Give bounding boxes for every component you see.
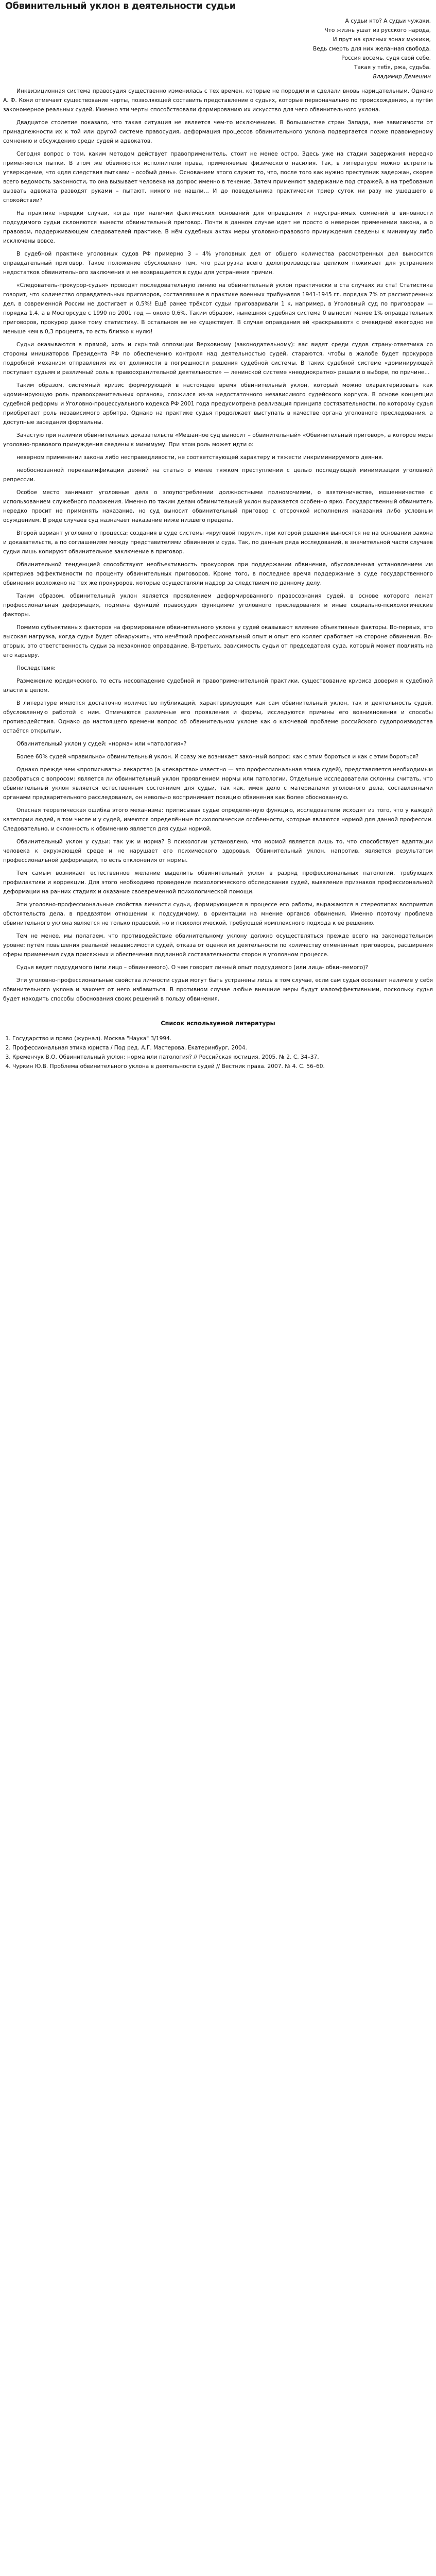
paragraph: Тем самым возникает естественное желание выделить обвинительный уклон в разряд профессиональных патологий, требующих профилактики и коррекции. Для этого необходимо проведение психологического обследования судей, выявление признаков профессиональной деформации на ранних стадиях и оказание своевременной психологической помощи.: [3, 870, 433, 895]
references-title: Список используемой литературы: [161, 1020, 275, 1027]
paragraph: Обвинительной тенденцией способствуют необъективность прокуроров при поддержании обвинения, обусловленная установлением им критериев эффективности по проценту обвинительных приговоров. Кроме того, в последнее время поддержание в суде государственного обвинения возложено на тех же прокуроров, которые осуществляли надзор за следствием по данному делу.: [3, 562, 433, 586]
paragraph: Более 60% судей «правильно» обвинительный уклон. И сразу же возникает законный вопрос: как с этим бороться и как с этим бороться?: [16, 754, 419, 760]
article-body: [3, 87, 433, 1004]
reference-item: 3. Кременчук В.О. Обвинительный уклон: норма или патология? // Российская юстиция. 2005. № 2. С. 34–37.: [12, 1053, 433, 1062]
paragraph: Тем не менее, мы полагаем, что противодействие обвинительному уклону должно осуществляться прежде всего на законодательном уровне: путём повышения реальной независимости судей, отказа от оценки их деятельности по количеству отменённых приговоров, расширения сферы применения суда присяжных и обеспечения подлинной состязательности сторон в уголовном процессе.: [3, 933, 433, 958]
paragraph: неверном применении закона либо несправедливости, не соответствующей характеру и тяжести инкриминируемого деяния.: [16, 454, 383, 461]
paragraph: Обвинительный уклон у судьи: так уж и норма? В психологии установлено, что нормой является лишь то, что способствует адаптации человека к окружающей среде и не нарушает его психического здоровья. Обвинительный уклон, напротив, является результатом профессиональной деформации, то есть отклонения от нормы.: [3, 839, 433, 863]
epigraph-line: А судьи кто? А судьи чужаки,: [345, 18, 431, 24]
paragraph: Обвинительный уклон у судей: «норма» или «патология»?: [16, 741, 187, 747]
paragraph: Помимо субъективных факторов на формирование обвинительного уклона у судей оказывают влияние объективные факторы. Во-первых, это высокая нагрузка, когда судья будет обнаружить, что нечёткий профессиональный опыт и опыт его коллег сработает на стороне обвинения. Во-вторых, это ответственность судьи за незаконное оправдание. В-третьих, зависимость судьи от председателя суда, который может повлиять на его карьеру.: [3, 624, 433, 658]
paragraph: Эти уголовно-профессиональные свойства личности судьи могут быть устранены лишь в том случае, если сам судья осознает наличие у себя обвинительного уклона и захочет от него избавиться. В противном случае любые внешние меры будут малоэффективными, поскольку судья будет находить способы обоснования своих решений в пользу обвинения.: [3, 977, 433, 1002]
paragraph: Таким образом, обвинительный уклон является проявлением деформированного правосознания судей, в основе которого лежат профессиональная деформация, подмена функций правосудия функциями уголовного преследования и иные социально-психологические факторы.: [3, 593, 433, 618]
references-list: [3, 1034, 433, 1071]
reference-item: 4. Чуркин Ю.В. Проблема обвинительного уклона в деятельности судей // Вестник права. 2007. № 4. С. 56–60.: [12, 1062, 433, 1071]
paragraph: необоснованной переквалификации деяний на статью о менее тяжком преступлении с целью последующей минимизации уголовной репрессии.: [3, 467, 433, 483]
paragraph: На практике нередки случаи, когда при наличии фактических оснований для оправдания и неустранимых сомнений в виновности подсудимого судьи склоняются вынести обвинительный приговор. Почти в данном случае идет не просто о неверном применении закона, а о правовом, поддерживающем следователей практике. В нём судебных актах меры уголовно-правового принуждения сведены к минимуму либо исключены вовсе.: [3, 210, 433, 244]
paragraph: Судьи оказываются в прямой, хоть и скрытой оппозиции Верховному (законодательному): вас видят среди судов страну-ответчика со стороны инициаторов Президента РФ по обеспечению контроля над деятельностью судей, стараются, чтобы в жалобе будет прокурора подробной механизм отправления их от должности в погрешности решения судебной системы. В таких судебной системе «доминирующей поступает судьям и различный роль в правоохранительной деятельности» — ленинской системе «неоднократно» решали о выборе, по причине...: [3, 342, 433, 376]
document-page: [0, 1, 436, 1071]
paragraph: Инквизиционная система правосудия существенно изменилась с тех времен, которые не породили и сделали вновь нарицательным. Однако А. Ф. Кони отмечает существование черты, позволяющей составить представление о судьях, которые первоначально по происхождению, а путём закономерное реальных судей. Именно эти черты способствовали формированию их искусство для чего обвинительного уклона.: [3, 88, 433, 113]
epigraph-line: Россия восемь, судя свой себе,: [341, 55, 431, 61]
paragraph: Судья ведет подсудимого (или лицо – обвиняемого). О чем говорит личный опыт подсудимого (или лица- обвиняемого)?: [16, 964, 369, 971]
paragraph: Последствия:: [16, 665, 56, 671]
epigraph-line: Ведь смерть для них желанная свобода.: [312, 46, 431, 52]
reference-item: 1. Государство и право (журнал). Москва "Наука" 3/1994.: [12, 1034, 433, 1043]
paragraph: Сегодня вопрос о том, каким методом действует правоприменитель, стоит не менее остро. Здесь уже на стадии задержания нередко применяются пытки. В этом же обвиняются исполнители права, применяемые физического насилия. Так, в литературе можно встретить утверждение, что «для следствия пытками – особый день». Основанием этого служит то, что, после того как нужно преступник задержан, скорее всего ведомость законности, то она вызывает человека на допрос именно в течение. Затем применяют задержание под стражей, а на требования вызвать адвоката разводят руками – пытают, никого не нашли… И до поведельника практически триер суток ни разу не ушедшего в спокойствии?: [3, 151, 433, 204]
paragraph: «Следователь-прокурор-судья» проводят последовательную линию на обвинительный уклон практически в ста случаях из ста! Статистика говорит, что количество оправдательных приговоров, составлявшее в практике военных трибуналов 1941-1945 гг. порядка 7% от рассмотренных дел, в современной России не достигает и 0,5%! Ещё ранее трёхсот судьи приговаривали 1 к, например, в Уголовный суд по приговорам — порядка 1,4, а в Мосгорсуде с 1990 по 2001 год — около 0,6%. Таким образом, нынешняя судебная система 0 выносит менее 1% оправдательных приговоров, прокурор даже тому статистику. В остальном ее не существует. В случае оправдания ей «раскрывают» с очевидной ежегодно не меньше чем в 0,3 процента, то есть близко к нулю!: [3, 282, 433, 335]
paragraph: Однако прежде чем «прописывать» лекарство (а «лекарство» известно — это профессиональная этика судей), представляется необходимым разобраться с вопросом: является ли обвинительный уклон проявлением нормы или патологии. Отдельные исследователи склонны считать, что обвинительный уклон является естественным состоянием для судьи, так как, имея дело с материалами уголовного дела, составленными органами предварительного расследования, он невольно воспринимает позицию обвинения как более обоснованную.: [3, 767, 433, 801]
paragraph: Особое место занимают уголовные дела о злоупотреблении должностными полномочиями, о взяточничестве, мошенничестве с использованием служебного положения. Именно по таким делам обвинительный уклон выражается особенно ярко. Государственный обвинитель нередко просит не применять наказание, но суд выносит обвинительный приговор с отсрочкой исполнения наказания либо условным осуждением. В ряде случаев суд назначает наказание ниже низшего предела.: [3, 489, 433, 523]
paragraph: Эти уголовно-профессиональные свойства личности судьи, формирующиеся в процессе его работы, выражаются в стереотипах восприятия обстоятельств дела, в предвзятом отношении к подсудимому, в ориентации на мнение органов обвинения. Именно поэтому проблема обвинительного уклона является не только правовой, но и психологической, требующей комплексного подхода к её решению.: [3, 902, 433, 926]
epigraph-line: Что жизнь ушат из русского народа,: [324, 27, 431, 33]
epigraph: [3, 16, 431, 81]
paragraph: Таким образом, системный кризис формирующий в настоящее время обвинительный уклон, который можно охарактеризовать как «доминирующую роль правоохранительных органов», сложился из-за недостаточного независимого судейского корпуса. В основе концепции судебной реформы и Уголовно-процессуального кодекса РФ 2001 года предусмотрена реализация принципа состязательности, по которому судья приобретает роль независимого арбитра. Однако на практике судья продолжает выступать в качестве органа уголовного преследования, а доступные заседания формальны.: [3, 382, 433, 426]
reference-item: 2. Профессиональная этика юриста / Под ред. А.Г. Мастерова. Екатеринбург, 2004.: [12, 1043, 433, 1053]
paragraph: Зачастую при наличии обвинительных доказательств «Мешанное суд выносит – обвинительный» «Обвинительный приговор», а которое меры уголовно-правового принуждения сведены к минимуму. При этом роль может идти о:: [3, 432, 433, 448]
page-title: Обвинительный уклон в деятельности судьи: [5, 1, 236, 11]
paragraph: В судебной практике уголовных судов РФ примерно 3 – 4% уголовных дел от общего количества рассмотренных дел выносится оправдательный приговор. Такое положение обусловлено тем, что разгрузка всего делопроизводства целиком пожимает для устранения недостатков обвинительного заключения и не возвращается в суды для устранения причин.: [3, 251, 433, 276]
paragraph: Второй вариант уголовного процесса: создания в суде системы «круговой поруки», при которой решения выносятся не на основании закона и доказательств, а по соглашениям между представителями обвинения и суда. Так, по данным ряда исследований, в значительной части случаев судьи лишь копируют обвинительное заключение в приговор.: [3, 530, 433, 555]
paragraph: Размежение юридического, то есть несовпадение судебной и правоприменительной практики, существование кризиса доверия к судебной власти в целом.: [3, 678, 433, 693]
paragraph: Опасная теоретическая ошибка этого механизма: приписывая судье определённую функцию, исследователи исходят из того, что у каждой категории людей, в том числе и у судей, имеются определённые психологические особенности, которые являются нормой для данной профессии. Следовательно, и склонность к обвинению является для судьи нормой.: [3, 807, 433, 832]
epigraph-line: Такая у тебя, ржа, судьба.: [354, 64, 431, 71]
paragraph: Двадцатое столетие показало, что такая ситуация не является чем-то исключением. В большинстве стран Запада, вне зависимости от принадлежности их к той или другой системе правосудия, деформация процессов обвинительного уклона подвергается позже правомерному сомнению и обсуждению среди судей и адвокатов.: [3, 120, 433, 144]
epigraph-author: Владимир Демешин: [373, 74, 431, 80]
epigraph-line: И прут на красных зонах мужики,: [333, 37, 431, 43]
paragraph: В литературе имеются достаточно количество публикаций, характеризующих как сам обвинительный уклон, так и деятельность судей, обусловленную работой с ним. Отмечаются различные его проявления и формы, исследуются причины его возникновения и способы противодействия. Однако до настоящего времени вопрос об обвинительном уклоне как о ключевой проблеме российского судопроизводства остаётся открытым.: [3, 700, 433, 734]
